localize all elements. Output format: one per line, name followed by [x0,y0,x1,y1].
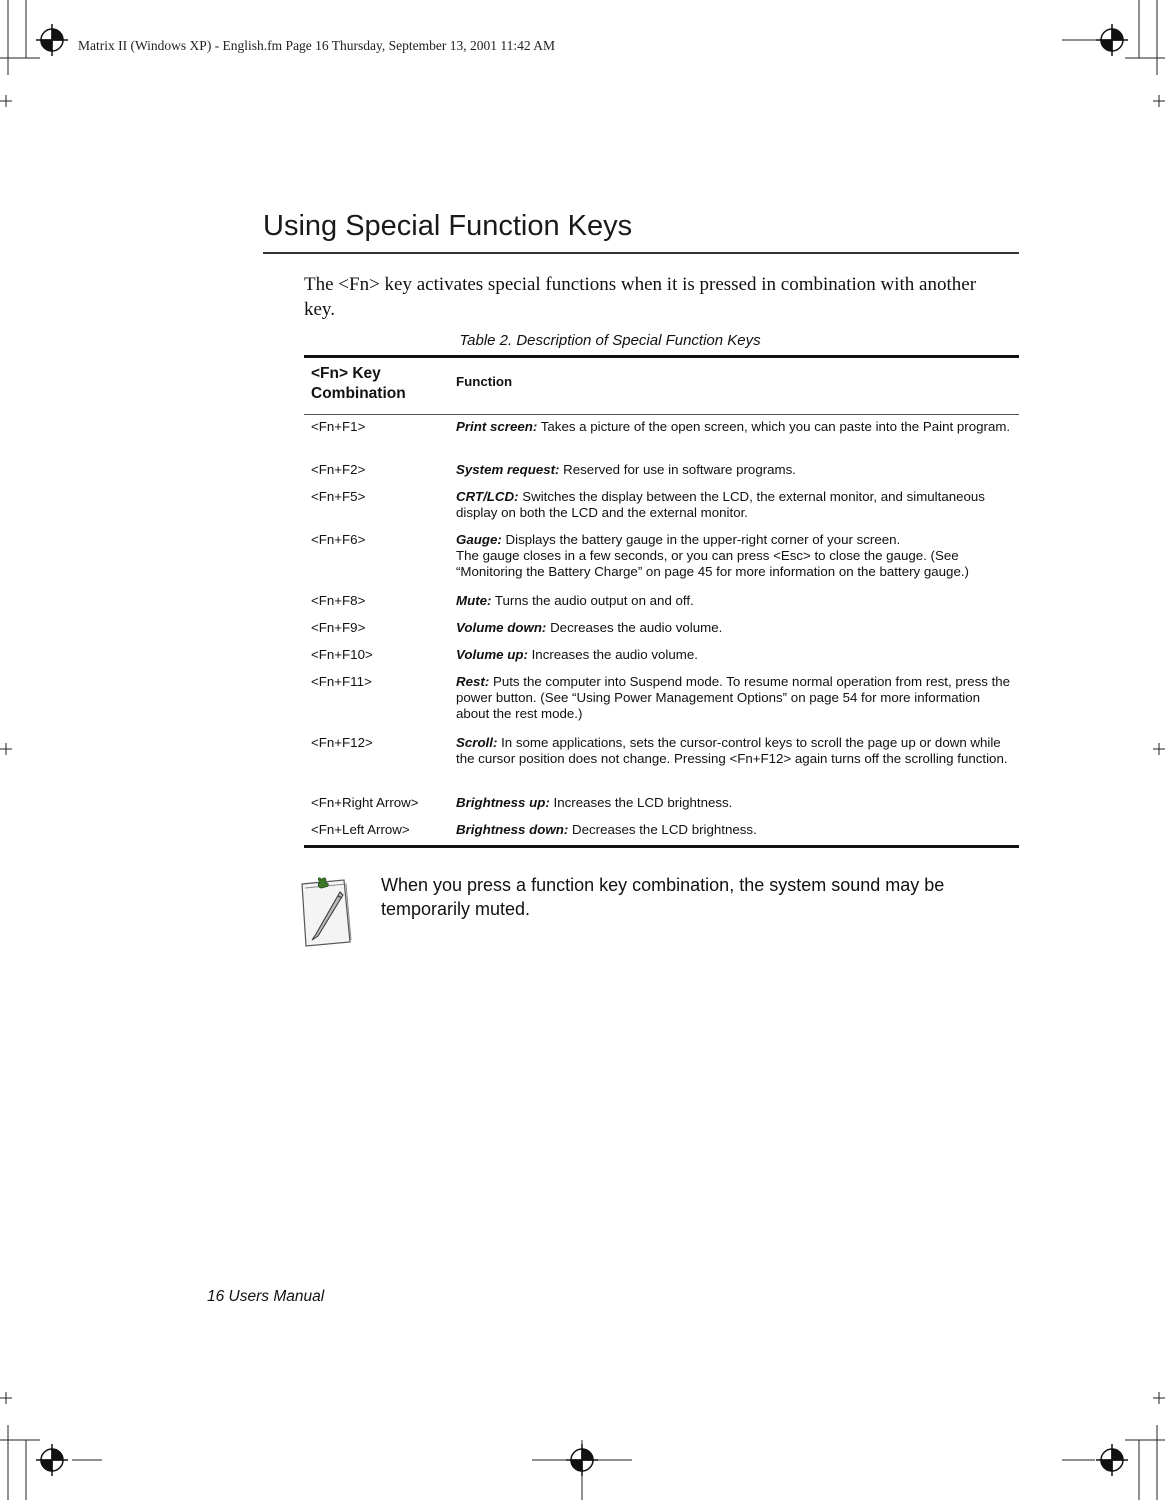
row-term: System request: [456,462,560,477]
row-key: <Fn+F9> [311,620,366,635]
row-term: Volume down: [456,620,547,635]
title-divider [263,252,1019,254]
row-key: <Fn+F2> [311,462,366,477]
table-header-rule [304,414,1019,415]
row-key: <Fn+F6> [311,532,366,547]
row-key: <Fn+Left Arrow> [311,822,410,837]
row-term: Scroll: [456,735,498,750]
row-term: Brightness down: [456,822,569,837]
row-description [456,735,1016,767]
note-pad-pencil-icon [296,876,356,948]
table-top-rule [304,355,1019,358]
row-key: <Fn+F8> [311,593,366,608]
row-description [456,647,1016,663]
row-text: Decreases the audio volume. [546,620,723,635]
page-title: Using Special Function Keys [263,210,633,242]
row-term: Print screen: [456,419,538,434]
header-key-line2: Combination [311,385,406,402]
row-description [456,620,1016,636]
row-text: Increases the audio volume. [527,647,698,662]
row-text: Decreases the LCD brightness. [568,822,757,837]
row-term: Mute: [456,593,492,608]
row-key: <Fn+F10> [311,647,373,662]
row-text-continued: The gauge closes in a few seconds, or you can press <Esc> to close the gauge. (See “Monitoring the Battery Charge” on page 45 for more information on the battery gauge.) [456,548,969,580]
row-description [456,674,1016,723]
row-key: <Fn+F11> [311,674,372,689]
page-footer: 16 Users Manual [207,1288,325,1305]
row-text: Turns the audio output on and off. [491,593,694,608]
row-term: Brightness up: [456,795,550,810]
row-description [456,795,1016,811]
row-description [456,419,1016,435]
row-description [456,822,1016,838]
header-key-combination [311,364,406,404]
row-term: CRT/LCD: [456,489,519,504]
table-bottom-rule [304,845,1019,848]
row-description [456,532,1016,581]
row-text: Increases the LCD brightness. [549,795,733,810]
row-text: Reserved for use in software programs. [559,462,796,477]
header-function: Function [456,374,513,389]
row-key: <Fn+Right Arrow> [311,795,419,810]
row-text: Displays the battery gauge in the upper-right corner of your screen. [501,532,901,547]
row-key: <Fn+F1> [311,419,366,434]
row-text: Switches the display between the LCD, the external monitor, and simultaneous display on both the LCD and the external monitor. [456,489,985,521]
row-term: Gauge: [456,532,502,547]
row-text: Takes a picture of the open screen, which you can paste into the Paint program. [537,419,1011,434]
intro-paragraph: The <Fn> key activates special functions when it is pressed in combination with another key. [304,274,977,320]
row-description [456,593,1016,609]
row-description [456,462,1016,478]
table-caption: Table 2. Description of Special Function Keys [459,332,761,349]
row-description [456,489,1016,521]
row-term: Volume up: [456,647,528,662]
row-term: Rest: [456,674,490,689]
note-text: When you press a function key combination, the system sound may be temporarily muted. [381,875,945,919]
header-key-line1: <Fn> Key [311,365,381,382]
row-text: In some applications, sets the cursor-control keys to scroll the page up or down while the cursor position does not change. Pressing <Fn+F12> again turns off the scrolling function. [456,735,1008,767]
row-text: Puts the computer into Suspend mode. To resume normal operation from rest, press the power button. (See “Using Power Management Options” on page 54 for more information about the rest mode.) [456,674,1011,722]
row-key: <Fn+F5> [311,489,366,504]
print-header: Matrix II (Windows XP) - English.fm Page 16 Thursday, September 13, 2001 11:42 AM [78,38,556,53]
row-key: <Fn+F12> [311,735,373,750]
